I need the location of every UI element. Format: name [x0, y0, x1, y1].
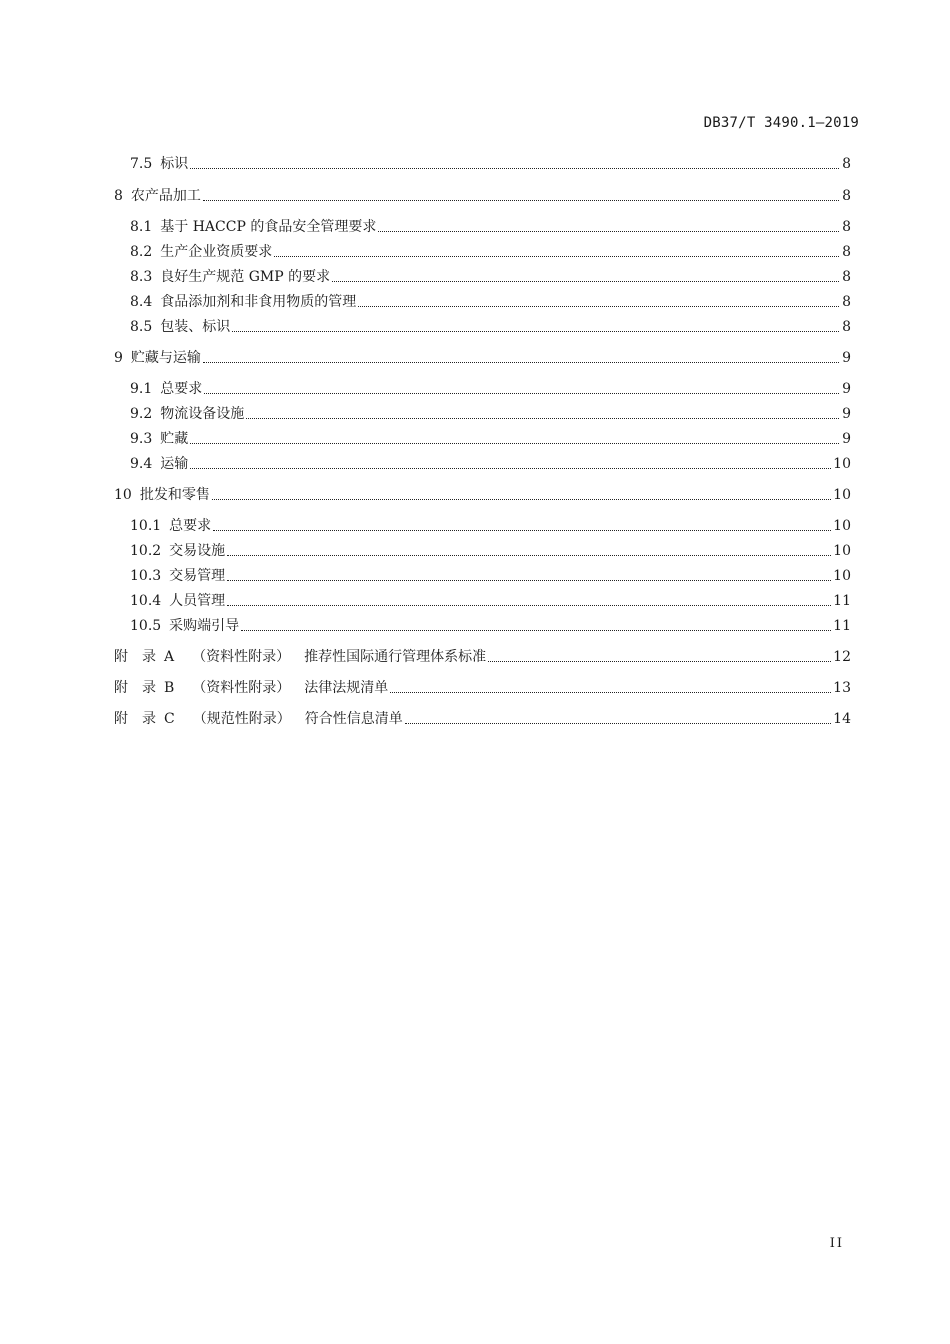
appendix-label: 附 录 — [114, 649, 156, 665]
toc-leader-dots — [190, 429, 839, 449]
toc-entry-page: 8 — [842, 188, 851, 204]
toc-leader-dots — [488, 647, 831, 667]
toc-entry-page: 8 — [842, 219, 851, 235]
toc-leader-dots — [227, 566, 831, 586]
toc-entry-page: 10 — [833, 456, 851, 472]
toc-leader-dots — [358, 292, 839, 312]
toc-leader-dots — [204, 379, 839, 399]
toc-entry[interactable] — [130, 566, 851, 586]
toc-entry-page: 11 — [833, 593, 851, 609]
toc-entry[interactable] — [130, 267, 851, 287]
toc-entry[interactable] — [130, 317, 851, 337]
toc-leader-dots — [246, 404, 839, 424]
page-number: II — [829, 1236, 844, 1251]
toc-entry[interactable] — [114, 186, 851, 206]
toc-appendix-entry[interactable] — [114, 678, 851, 698]
toc-entry[interactable] — [130, 541, 851, 561]
toc-entry-number: 10.1 — [130, 518, 162, 534]
toc-leader-dots — [378, 217, 839, 237]
appendix-title: 符合性信息清单 — [304, 711, 403, 727]
toc-leader-dots — [405, 709, 831, 729]
toc-appendix-entry[interactable] — [114, 647, 851, 667]
toc-leader-dots — [227, 541, 831, 561]
toc-leader-dots — [241, 616, 831, 636]
toc-entry-number: 10.5 — [130, 618, 162, 634]
toc-entry-title: 食品添加剂和非食用物质的管理 — [160, 294, 357, 310]
toc-entry-number: 10.2 — [130, 543, 162, 559]
toc-entry-number: 9.2 — [130, 406, 153, 422]
appendix-letter: B — [164, 680, 175, 696]
toc-entry-page: 8 — [842, 156, 851, 172]
toc-entry-page: 12 — [833, 649, 851, 665]
toc-entry-number: 8.2 — [130, 244, 153, 260]
appendix-label: 附 录 — [114, 680, 156, 696]
toc-entry[interactable] — [130, 154, 851, 174]
toc-entry-title: 良好生产规范 GMP 的要求 — [160, 269, 331, 285]
toc-entry-number: 10 — [114, 487, 132, 503]
toc-entry-title: 农产品加工 — [130, 188, 201, 204]
toc-entry[interactable] — [130, 217, 851, 237]
appendix-kind: （资料性附录） — [192, 649, 291, 665]
toc-entry-page: 11 — [833, 618, 851, 634]
toc-appendix-entry[interactable] — [114, 709, 851, 729]
toc-entry-page: 10 — [833, 518, 851, 534]
toc-entry-number: 10.4 — [130, 593, 162, 609]
toc-entry[interactable] — [114, 348, 851, 368]
appendix-label: 附 录 — [114, 711, 156, 727]
toc-entry-page: 10 — [833, 568, 851, 584]
toc-leader-dots — [190, 154, 839, 174]
toc-leader-dots — [203, 186, 839, 206]
toc-entry-page: 8 — [842, 244, 851, 260]
toc-leader-dots — [274, 242, 839, 262]
appendix-title: 推荐性国际通行管理体系标准 — [304, 649, 487, 665]
toc-leader-dots — [213, 516, 831, 536]
appendix-letter: C — [164, 711, 175, 727]
toc-entry-title: 采购端引导 — [169, 618, 240, 634]
toc-entry-page: 14 — [833, 711, 851, 727]
document-code: DB37/T 3490.1—2019 — [703, 115, 859, 131]
toc-entry-title: 物流设备设施 — [160, 406, 245, 422]
toc-entry-page: 10 — [833, 487, 851, 503]
toc-entry-title: 总要求 — [169, 518, 212, 534]
toc-entry-title: 总要求 — [160, 381, 203, 397]
toc-leader-dots — [190, 454, 831, 474]
toc-entry-title: 批发和零售 — [139, 487, 210, 503]
toc-leader-dots — [232, 317, 839, 337]
toc-entry[interactable] — [130, 404, 851, 424]
toc-entry-number: 7.5 — [130, 156, 153, 172]
toc-leader-dots — [332, 267, 839, 287]
toc-entry-number: 8.1 — [130, 219, 153, 235]
toc-entry-title: 人员管理 — [169, 593, 226, 609]
toc-entry-title: 包装、标识 — [160, 319, 231, 335]
toc-entry-title: 交易设施 — [169, 543, 226, 559]
toc-entry-title: 标识 — [160, 156, 189, 172]
toc-entry-number: 8 — [114, 188, 123, 204]
toc-entry[interactable] — [130, 242, 851, 262]
toc-entry[interactable] — [130, 516, 851, 536]
appendix-kind: （资料性附录） — [192, 680, 291, 696]
toc-entry[interactable] — [130, 591, 851, 611]
toc-entry-title: 基于 HACCP 的食品安全管理要求 — [160, 219, 377, 235]
toc-entry-page: 10 — [833, 543, 851, 559]
appendix-title: 法律法规清单 — [304, 680, 389, 696]
toc-leader-dots — [203, 348, 839, 368]
toc-entry-page: 9 — [842, 431, 851, 447]
toc-entry-number: 8.5 — [130, 319, 153, 335]
toc-entry[interactable] — [130, 292, 851, 312]
appendix-letter: A — [164, 649, 175, 665]
toc-entry[interactable] — [130, 429, 851, 449]
toc-leader-dots — [390, 678, 831, 698]
toc-entry-number: 9.1 — [130, 381, 153, 397]
toc-entry-number: 10.3 — [130, 568, 162, 584]
toc-entry-title: 生产企业资质要求 — [160, 244, 273, 260]
toc-entry-title: 交易管理 — [169, 568, 226, 584]
toc-entry-number: 8.3 — [130, 269, 153, 285]
toc-entry-page: 8 — [842, 269, 851, 285]
toc-entry-title: 运输 — [160, 456, 189, 472]
toc-entry-number: 9 — [114, 350, 123, 366]
toc-entry-page: 8 — [842, 294, 851, 310]
toc-leader-dots — [212, 485, 831, 505]
toc-entry-page: 8 — [842, 319, 851, 335]
appendix-kind: （规范性附录） — [192, 711, 291, 727]
toc-entry-title: 贮藏 — [160, 431, 189, 447]
toc-entry[interactable] — [130, 454, 851, 474]
toc-entry[interactable] — [130, 379, 851, 399]
toc-entry-page: 9 — [842, 350, 851, 366]
toc-entry[interactable] — [114, 485, 851, 505]
toc-entry-number: 9.3 — [130, 431, 153, 447]
toc-entry-page: 13 — [833, 680, 851, 696]
toc-entry-page: 9 — [842, 406, 851, 422]
toc-entry-page: 9 — [842, 381, 851, 397]
toc-entry-title: 贮藏与运输 — [130, 350, 201, 366]
toc-entry-number: 8.4 — [130, 294, 153, 310]
toc-entry[interactable] — [130, 616, 851, 636]
toc-entry-number: 9.4 — [130, 456, 153, 472]
toc-leader-dots — [227, 591, 831, 611]
